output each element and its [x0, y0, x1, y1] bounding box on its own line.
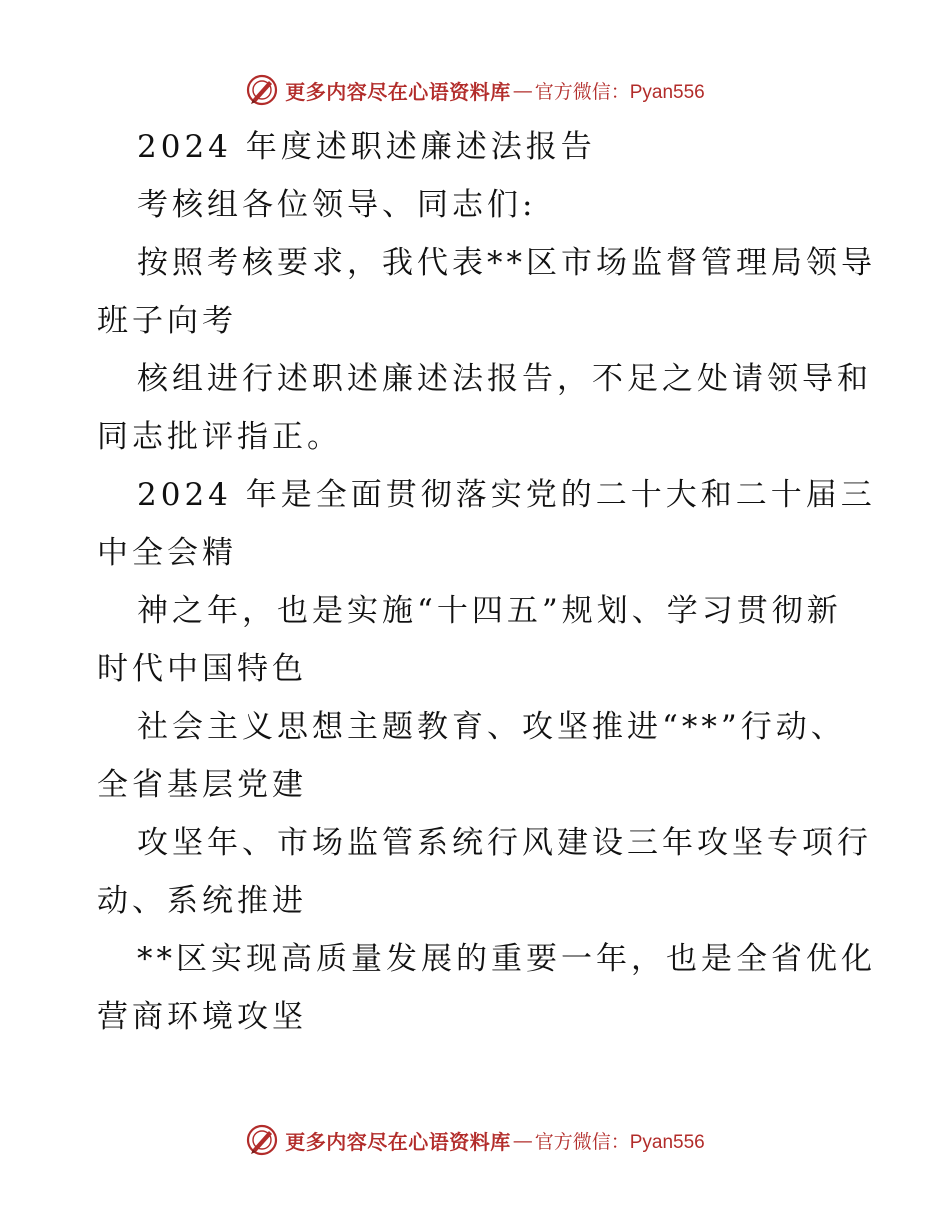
- footer-watermark: [0, 1120, 950, 1160]
- paragraph-line: 攻坚年、市场监管系统行风建设三年攻坚专项行: [137, 825, 872, 861]
- paragraph-line: 神之年，也是实施“十四五”规划、学习贯彻新: [137, 593, 842, 629]
- watermark-site-text: 更多内容尽在心语资料库: [285, 1131, 511, 1154]
- paragraph-line: 社会主义思想主题教育、攻坚推进“**”行动、: [137, 709, 846, 745]
- document-body: [97, 118, 876, 1046]
- watermark-wechat-text: 官方微信：Pyan556: [534, 81, 705, 103]
- paragraph-line: 中全会精: [97, 535, 237, 571]
- pen-logo-icon: [245, 73, 279, 107]
- paragraph-line: 动、系统推进: [97, 883, 307, 919]
- paragraph-line: 2024 年是全面贯彻落实党的二十大和二十届三: [137, 477, 876, 513]
- document-title: 2024 年度述职述廉述法报告: [137, 129, 596, 165]
- watermark-wechat-text: 官方微信：Pyan556: [534, 1131, 705, 1153]
- watermark-site-text: 更多内容尽在心语资料库: [285, 81, 511, 104]
- paragraph-line: 时代中国特色: [97, 651, 307, 687]
- watermark-dash: —: [512, 1128, 533, 1152]
- watermark-dash: —: [512, 78, 533, 102]
- pen-logo-icon: [245, 1123, 279, 1157]
- paragraph-line: 班子向考: [97, 303, 237, 339]
- paragraph-line: 营商环境攻坚: [97, 999, 307, 1035]
- salutation: 考核组各位领导、同志们:: [137, 187, 537, 223]
- paragraph-line: 按照考核要求，我代表**区市场监督管理局领导: [137, 245, 876, 281]
- paragraph-line: **区实现高质量发展的重要一年，也是全省优化: [137, 941, 876, 977]
- header-watermark: [0, 70, 950, 110]
- paragraph-line: 同志批评指正。: [97, 419, 342, 455]
- paragraph-line: 核组进行述职述廉述法报告，不足之处请领导和: [137, 361, 872, 397]
- paragraph-line: 全省基层党建: [97, 767, 307, 803]
